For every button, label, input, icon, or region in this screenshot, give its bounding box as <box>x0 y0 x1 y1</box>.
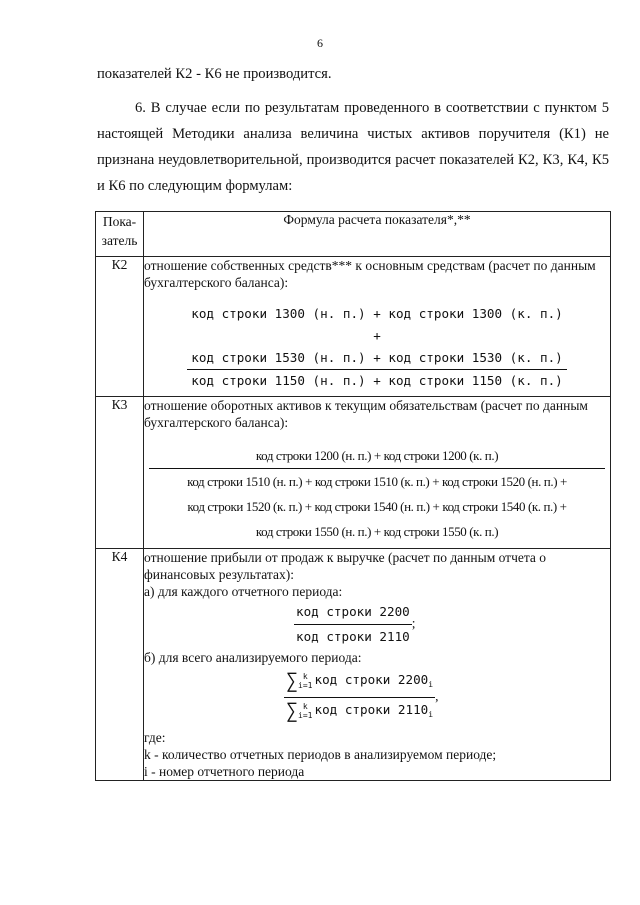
continued-text: показателей К2 - К6 не производится. <box>97 66 332 82</box>
formula-b <box>284 670 610 725</box>
numerator-text: код строки 2200 <box>314 672 429 687</box>
denominator-text: код строки 2110 <box>314 702 429 717</box>
denominator-line-3: код строки 1550 (н. п.) + код строки 1550 (к. п.) <box>255 524 499 539</box>
fraction-numerator: код строки 1200 (н. п.) + код строки 1200 (к. п.) <box>149 443 605 469</box>
table-row-k3 <box>96 397 611 549</box>
fraction-denominator <box>284 698 435 725</box>
formula-table <box>95 211 611 781</box>
punctuation: ; <box>411 615 416 631</box>
numerator-line-1: код строки 1300 (н. п.) + код строки 1300 (к. п.) + <box>191 306 563 343</box>
formula-description: отношение оборотных активов к текущим обязательствам (расчет по данным бухгалтерского баланса): <box>144 398 588 430</box>
sum-lower: i=1 <box>298 710 313 720</box>
header-indicator-label: Пока-затель <box>101 214 138 248</box>
denominator-line-1: код строки 1510 (н. п.) + код строки 1510 (к. п.) + код строки 1520 (н. п.) + <box>187 474 567 489</box>
item-a-label: а) для каждого отчетного периода: <box>144 584 343 599</box>
formula-cell <box>144 397 611 549</box>
denominator-line-2: код строки 1520 (к. п.) + код строки 1540 (н. п.) + код строки 1540 (к. п.) + <box>187 499 567 514</box>
formula-fraction <box>187 303 567 392</box>
fraction-numerator: код строки 2200 <box>294 602 412 625</box>
fraction-denominator: код строки 1150 (н. п.) + код строки 1150 (к. п.) <box>191 373 563 388</box>
formula-description: отношение собственных средств*** к основным средствам (расчет по данным бухгалтерского баланса): <box>144 258 596 290</box>
sum-symbol: ∑ <box>286 668 299 693</box>
header-formula: Формула расчета показателя*,** <box>144 212 611 257</box>
header-indicator <box>96 212 144 257</box>
formula-cell <box>144 549 611 781</box>
formula-fraction <box>149 443 605 544</box>
indicator-code: К2 <box>96 257 144 397</box>
table-header-row <box>96 212 611 257</box>
table-row-k2 <box>96 257 611 397</box>
sum-limits <box>298 702 312 720</box>
page-number: 6 <box>317 36 323 50</box>
fraction-denominator: код строки 2110 <box>296 629 410 644</box>
sum-limits <box>298 672 312 690</box>
fraction-b <box>284 670 435 725</box>
fraction-numerator <box>187 303 567 370</box>
definition-k: k - количество отчетных периодов в анализируемом периоде; <box>144 747 497 762</box>
formula-description: отношение прибыли от продаж к выручке (расчет по данным отчета о финансовых результатах): <box>144 550 547 582</box>
indicator-code: К3 <box>96 397 144 549</box>
index-subscript: i <box>428 710 434 719</box>
sum-symbol: ∑ <box>286 698 299 723</box>
sum-lower: i=1 <box>298 680 313 690</box>
sum-upper: k <box>302 701 308 711</box>
where-label: где: <box>144 730 166 745</box>
index-subscript: i <box>428 680 434 689</box>
sum-upper: k <box>302 671 308 681</box>
table-row-k4 <box>96 549 611 781</box>
item-b-label: б) для всего анализируемого периода: <box>144 650 362 665</box>
numerator-line-2: код строки 1530 (н. п.) + код строки 1530 (к. п.) <box>191 350 563 365</box>
indicator-code: К4 <box>96 549 144 781</box>
definition-i: i - номер отчетного периода <box>144 764 305 779</box>
fraction-a <box>294 602 412 647</box>
formula-a <box>294 602 610 647</box>
fraction-numerator <box>284 670 435 698</box>
punctuation: , <box>435 688 439 704</box>
paragraph-6: 6. В случае если по результатам проведенного в соответствии с пунктом 5 настоящей Методики анализа величина чистых активов поручителя (К1) не признана неудовлетворительной, производится расчет показателей К2, К3, К4, К5 и К6 по следующим формулам: <box>97 100 609 194</box>
formula-cell <box>144 257 611 397</box>
